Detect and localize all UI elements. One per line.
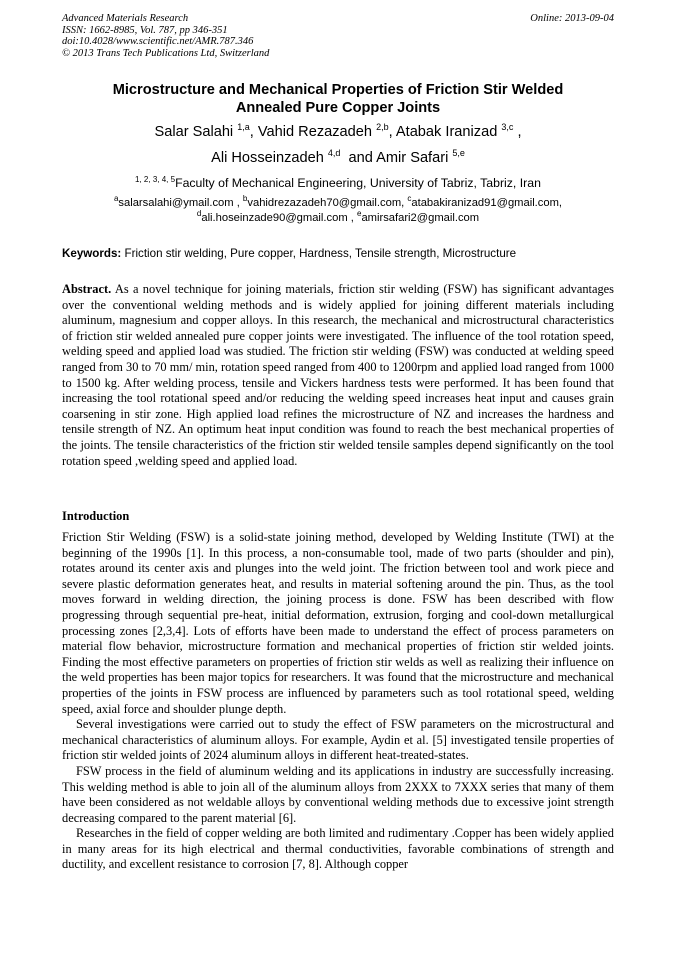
- email-line-2: $^d$ali.hoseinzade90@gmail.com , $^e$amirsafari2@gmail.com: [196, 209, 480, 224]
- author-name: Amir Safari: [376, 150, 449, 166]
- copyright-line: © 2013 Trans Tech Publications Ltd, Switzerland: [62, 47, 270, 59]
- email-e[interactable]: amirsafari2@gmail.com: [361, 212, 480, 224]
- email-superscript: d: [196, 209, 202, 218]
- author-name: Vahid Rezazadeh: [257, 124, 373, 140]
- author-superscript: 5,e: [452, 148, 465, 158]
- keywords-text: Friction stir welding, Pure copper, Hardness, Tensile strength, Microstructure: [124, 247, 517, 260]
- email-d[interactable]: ali.hoseinzade90@gmail.com: [201, 212, 348, 224]
- email-c[interactable]: atabakiranizad91@gmail.com: [411, 197, 559, 209]
- journal-header: [62, 13, 614, 59]
- title-line-1: Microstructure and Mechanical Properties of Friction Stir Welded: [112, 82, 564, 98]
- email-a[interactable]: salarsalahi@ymail.com: [118, 197, 234, 209]
- author-superscript: 4,d: [327, 148, 341, 158]
- author-name: Ali Hosseinzadeh: [211, 150, 324, 166]
- journal-name: Advanced Materials Research: [62, 13, 189, 24]
- intro-paragraph-2: Several investigations were carried out to study the effect of FSW parameters on the microstructural and mechanical characteristics of aluminum alloys. For example, Aydin et al. [5] investigated tensile properties of friction stir welded joints of 2024 aluminum alloys in different heat-treated-states.: [62, 717, 614, 763]
- keywords: [62, 247, 614, 260]
- email-superscript: c: [407, 194, 412, 203]
- author-conjunction: and: [348, 150, 373, 166]
- intro-paragraph-1: Friction Stir Welding (FSW) is a solid-state joining method, developed by Welding Institute (TWI) at the beginning of the 1990s [1]. In this process, a non-consumable tool, made of two parts (shoulder and pin), rotates around its center axis and plunges into the weld joint. The friction between tool and work piece and severe plastic deformation generates heat, and results in material softening around the pin. Thus, as the tool moves forward in welding direction, the joining process is done. FSW has been described with flow progressing through sequential pre-heat, initial deformation, extrusion, forging and cool-down metallurgical processing zones [2,3,4]. Lots of efforts have been made to understand the effect of process parameters on material flow behavior, microstructure formation and mechanical properties of friction stir welded joints. Finding the most effective parameters on properties of friction stir welds as well as realizing their influence on the weld properties has been major topics for researchers. It was found that the microstructure and mechanical properties of the joints in FSW process are influenced by parameters such as tool rotational speed, welding speed, axial force and shoulder plunge depth.: [62, 530, 614, 716]
- author-superscript: 3,c: [501, 122, 514, 132]
- introduction-body: [62, 530, 614, 873]
- affiliation: [62, 176, 614, 190]
- paper-title: [62, 81, 614, 117]
- doi-line[interactable]: doi:10.4028/www.scientific.net/AMR.787.346: [62, 36, 254, 47]
- email-superscript: e: [356, 209, 362, 218]
- online-date: Online: 2013-09-04: [530, 13, 614, 24]
- email-b[interactable]: vahidrezazadeh70@gmail.com: [247, 197, 402, 209]
- abstract-text: As a novel technique for joining materials, friction stir welding (FSW) has significant advantages over the conventional welding methods and is widely applied for joining different materials including aluminum, magnesium and copper alloys. In this research, the mechanical and microstructural characteristics of friction stir welded annealed pure copper joints were investigated. The influence of the tool rotation speed, welding speed and applied load was studied. The friction stir welding (FSW) was conducted at welding speed ranged from 30 to 70 mm/ min, rotation speed ranged from 400 to 1200rpm and applied load ranged from 1000 to 1500 kg. After welding process, tensile and Vickers hardness tests were performed. It has been found that increasing the tool rotational speed and/or reducing the welding speed increases heat input and causes grain coarsening in stir zone. High applied load refines the microstructure of NZ and increases the hardness and tensile strength of NZ. An optimum heat input condition was found to reach the best mechanical properties of the joints. The tensile characteristics of the friction stir welded tensile samples depend significantly on the tool rotation speed ,welding speed and applied load.: [62, 282, 614, 468]
- intro-paragraph-4: Researches in the field of copper welding are both limited and rudimentary .Copper has been widely applied in many areas for its high electrical and thermal conductivities, favorable combinations of strength and ductility, and excellent resistance to corrosion [7, 8]. Although copper: [62, 826, 614, 872]
- title-line-2: Annealed Pure Copper Joints: [235, 100, 441, 116]
- email-line-1: $^a$salarsalahi@ymail.com , $^b$vahidrezazadeh70@gmail.com, $^c$atabakiranizad91@gmail.com,: [113, 194, 563, 209]
- author-superscript: 2,b: [376, 122, 389, 132]
- email-superscript: a: [113, 194, 119, 203]
- author-line-1: Salar Salahi $^{1,a}$, Vahid Rezazadeh $^{2,b}$, Atabak Iranizad $^{3,c}$ ,: [154, 122, 522, 140]
- email-superscript: b: [242, 194, 248, 203]
- keywords-label: Keywords:: [62, 247, 122, 260]
- author-name: Atabak Iranizad: [395, 124, 498, 140]
- intro-paragraph-3: FSW process in the field of aluminum welding and its applications in industry are successfully increasing. This welding method is able to join all of the aluminum alloys from 2XXX to 7XXX series that many of them have been considered as not weldable alloys by conventional welding methods due to excessive joint strength decreasing compared to the parent material [6].: [62, 763, 614, 825]
- abstract: [62, 282, 614, 469]
- author-name: Salar Salahi: [154, 124, 234, 140]
- author-line-2: [62, 149, 614, 167]
- author-superscript: 1,a: [237, 122, 250, 132]
- abstract-label: Abstract.: [62, 282, 112, 296]
- affiliation-superscript: 1, 2, 3, 4, 5: [135, 175, 176, 184]
- introduction-heading: Introduction: [62, 509, 130, 523]
- issn-line: ISSN: 1662-8985, Vol. 787, pp 346-351: [62, 24, 228, 36]
- affiliation-text: Faculty of Mechanical Engineering, University of Tabriz, Tabriz, Iran: [175, 176, 541, 190]
